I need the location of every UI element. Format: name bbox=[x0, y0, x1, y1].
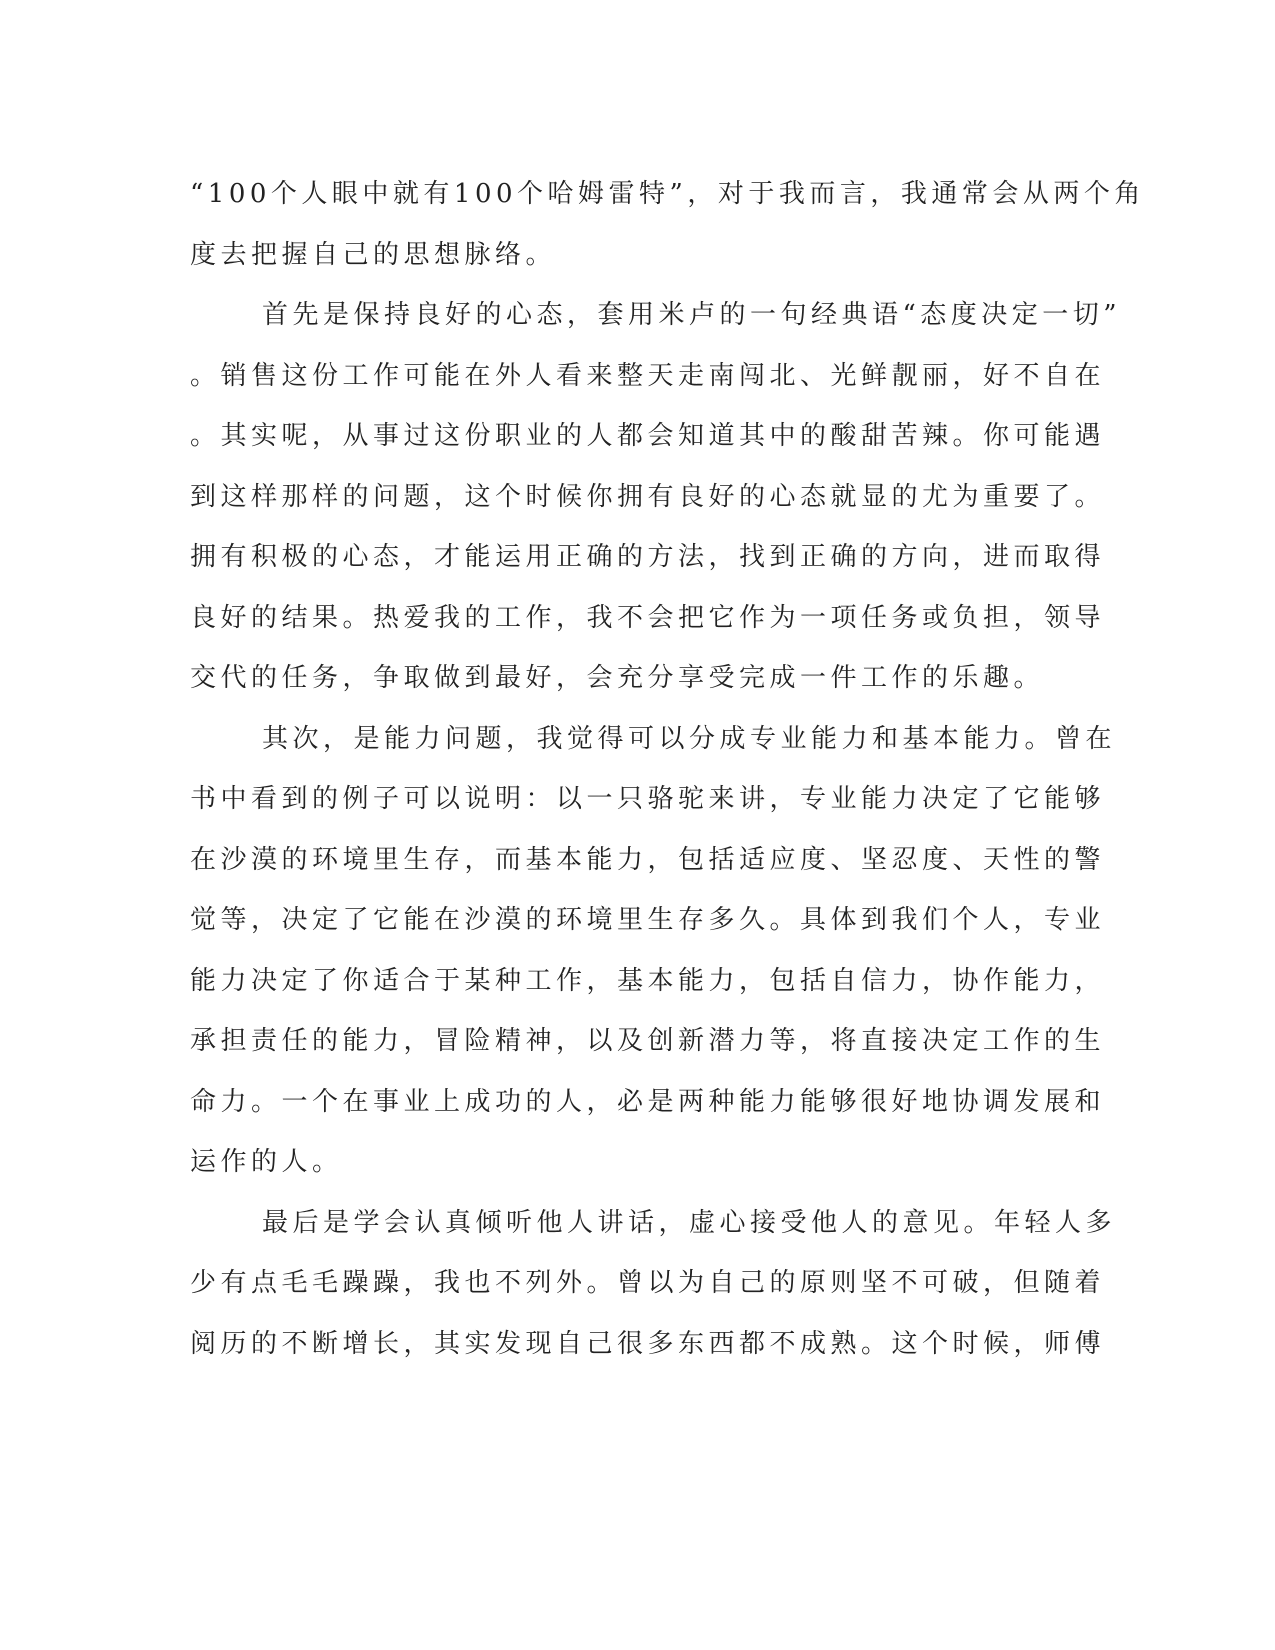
text-line: 书中看到的例子可以说明：以一只骆驼来讲，专业能力决定了它能够 bbox=[190, 784, 1106, 814]
text-line: “100个人眼中就有100个哈姆雷特”，对于我而言，我通常会从两个角 bbox=[190, 179, 1145, 209]
text-line: 觉等，决定了它能在沙漠的环境里生存多久。具体到我们个人，专业 bbox=[190, 905, 1106, 935]
text-line: 少有点毛毛躁躁，我也不列外。曾以为自己的原则坚不可破，但随着 bbox=[190, 1268, 1106, 1298]
text-line: 。销售这份工作可能在外人看来整天走南闯北、光鲜靓丽，好不自在 bbox=[190, 360, 1106, 391]
text-line: 交代的任务，争取做到最好，会充分享受完成一件工作的乐趣。 bbox=[190, 663, 1045, 693]
text-line: 在沙漠的环境里生存，而基本能力，包括适应度、坚忍度、天性的警 bbox=[190, 844, 1106, 875]
text-line: 到这样那样的问题，这个时候你拥有良好的心态就显的尤为重要了。 bbox=[190, 481, 1106, 512]
paragraph-start-line: 最后是学会认真倾听他人讲话，虚心接受他人的意见。年轻人多 bbox=[262, 1207, 1117, 1238]
paragraph-start-line: 首先是保持良好的心态，套用米卢的一句经典语“态度决定一切” bbox=[262, 300, 1122, 330]
text-line: 阅历的不断增长，其实发现自己很多东西都不成熟。这个时候，师傅 bbox=[190, 1328, 1106, 1359]
text-line: 度去把握自己的思想脉络。 bbox=[190, 239, 557, 270]
body-text bbox=[190, 164, 1145, 1374]
text-line: 拥有积极的心态，才能运用正确的方法，找到正确的方向，进而取得 bbox=[190, 542, 1106, 572]
text-line: 运作的人。 bbox=[190, 1147, 343, 1177]
text-line: 良好的结果。热爱我的工作，我不会把它作为一项任务或负担，领导 bbox=[190, 602, 1106, 633]
text-line: 承担责任的能力，冒险精神，以及创新潜力等，将直接决定工作的生 bbox=[190, 1026, 1106, 1056]
paragraph-start-line: 其次，是能力问题，我觉得可以分成专业能力和基本能力。曾在 bbox=[262, 723, 1117, 754]
text-line: 命力。一个在事业上成功的人，必是两种能力能够很好地协调发展和 bbox=[190, 1086, 1106, 1117]
text-line: 。其实呢，从事过这份职业的人都会知道其中的酸甜苦辣。你可能遇 bbox=[190, 421, 1106, 451]
text-line: 能力决定了你适合于某种工作，基本能力，包括自信力，协作能力， bbox=[190, 965, 1106, 996]
